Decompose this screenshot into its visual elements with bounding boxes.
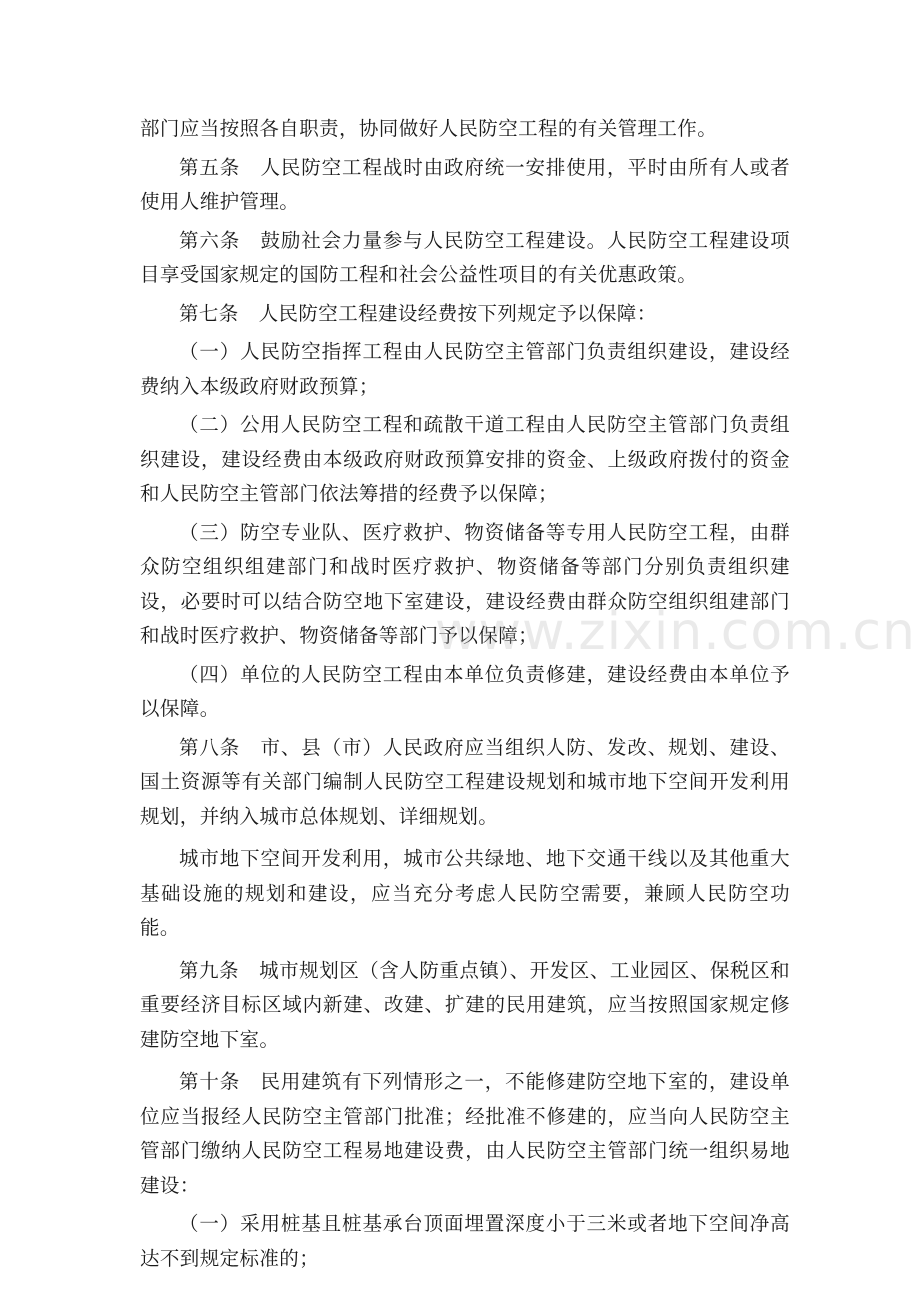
article-7-item-1: （一）人民防空指挥工程由人民防空主管部门负责组织建设，建设经费纳入本级政府财政预算； bbox=[140, 340, 790, 398]
article-7-item-3: （三）防空专业队、医疗救护、物资储备等专用人民防空工程，由群众防空组织组建部门和战时医疗救护、物资储备等部门分别负责组织建设，必要时可以结合防空地下室建设，建设经费由群众防空组织组建部门和战时医疗救护、物资储备等部门予以保障； bbox=[140, 520, 790, 647]
article-5: 第五条 人民防空工程战时由政府统一安排使用，平时由所有人或者使用人维护管理。 bbox=[140, 155, 790, 213]
article-6: 第六条 鼓励社会力量参与人民防空工程建设。人民防空工程建设项目享受国家规定的国防工程和社会公益性项目的有关优惠政策。 bbox=[140, 228, 790, 286]
article-8: 第八条 市、县（市）人民政府应当组织人防、发改、规划、建设、国土资源等有关部门编制人民防空工程建设规划和城市地下空间开发利用规划，并纳入城市总体规划、详细规划。 bbox=[140, 735, 790, 828]
document-body bbox=[140, 112, 790, 1276]
article-7-item-2: （二）公用人民防空工程和疏散干道工程由人民防空主管部门负责组织建设，建设经费由本级政府财政预算安排的资金、上级政府拨付的资金和人民防空主管部门依法筹措的经费予以保障； bbox=[140, 413, 790, 505]
paragraph-continuation: 部门应当按照各自职责，协同做好人民防空工程的有关管理工作。 bbox=[140, 117, 718, 140]
article-8-paragraph-2: 城市地下空间开发利用，城市公共绿地、地下交通干线以及其他重大基础设施的规划和建设，应当充分考虑人民防空需要，兼顾人民防空功能。 bbox=[140, 847, 790, 939]
article-9: 第九条 城市规划区（含人防重点镇）、开发区、工业园区、保税区和重要经济目标区域内新建、改建、扩建的民用建筑，应当按照国家规定修建防空地下室。 bbox=[140, 958, 790, 1051]
article-10: 第十条 民用建筑有下列情形之一，不能修建防空地下室的，建设单位应当报经人民防空主管部门批准；经批准不修建的，应当向人民防空主管部门缴纳人民防空工程易地建设费，由人民防空主管部门统一组织易地建设： bbox=[140, 1070, 790, 1197]
article-7: 第七条 人民防空工程建设经费按下列规定予以保障： bbox=[179, 301, 657, 325]
article-7-item-4: （四）单位的人民防空工程由本单位负责修建，建设经费由本单位予以保障。 bbox=[140, 662, 790, 720]
watermark: www.zixin.com.cn bbox=[435, 602, 916, 662]
article-10-item-1: （一）采用桩基且桩基承台顶面埋置深度小于三米或者地下空间净高达不到规定标准的； bbox=[140, 1212, 790, 1270]
